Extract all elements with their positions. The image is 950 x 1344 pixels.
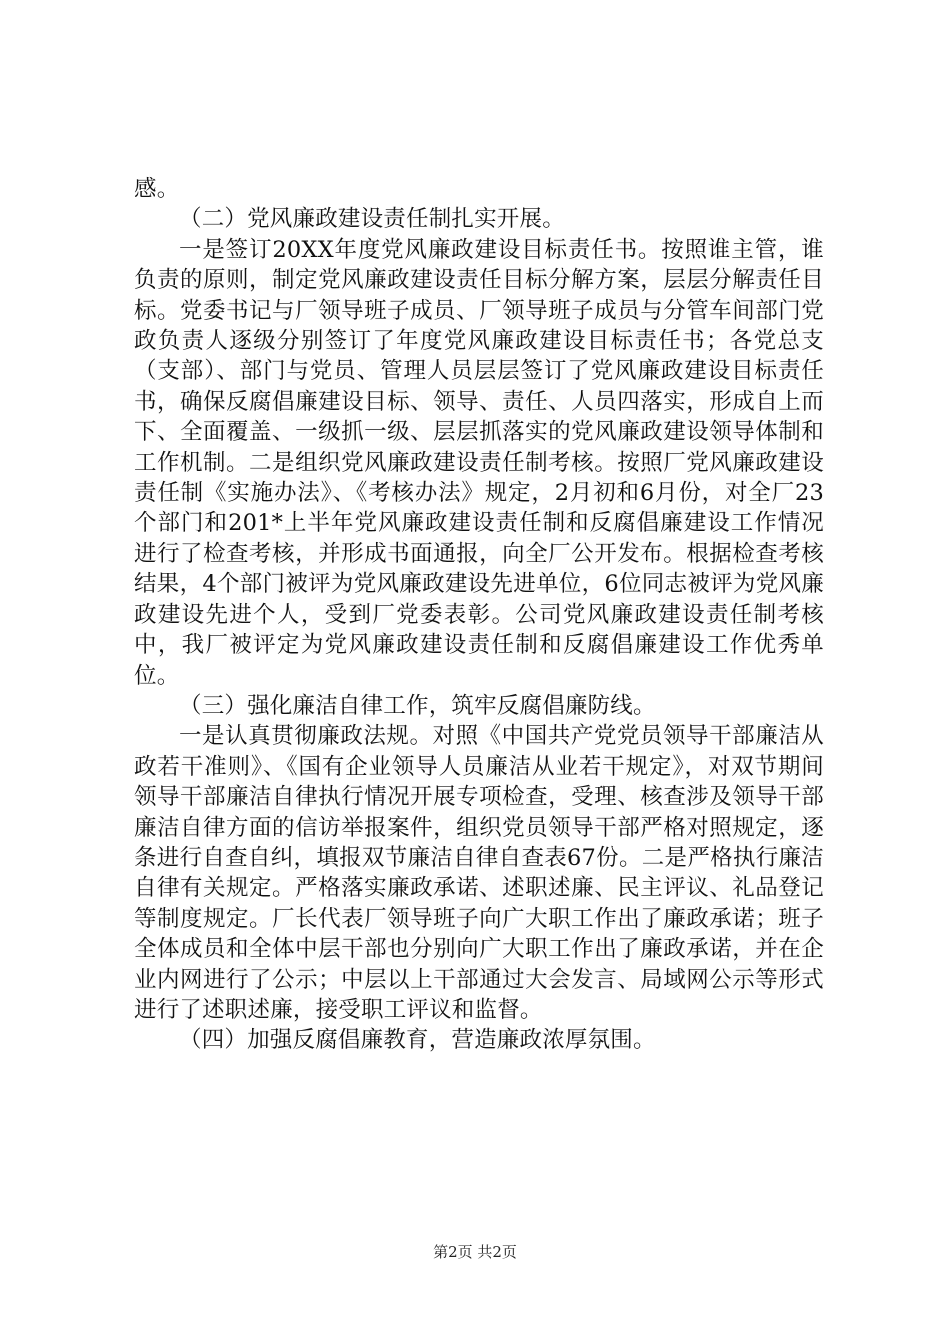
- section-heading-2: （二）党风廉政建设责任制扎实开展。: [179, 206, 565, 233]
- section-heading-3: （三）强化廉洁自律工作，筑牢反腐倡廉防线。: [179, 692, 656, 719]
- paragraph-self-discipline: 一是认真贯彻廉政法规。对照《中国共产党党员领导干部廉洁从政若干准则》、《国有企业领导人员廉洁从业若干规定》，对双节期间领导干部廉洁自律执行情况开展专项检查，受理、核查涉及领导干部廉洁自律方面的信访举报案件，组织党员领导干部严格对照规定，逐条进行自查自纠，填报双节廉洁自律自查表67份。二是严格执行廉洁自律有关规定。严格落实廉政承诺、述职述廉、民主评议、礼品登记等制度规定。厂长代表厂领导班子向广大职工作出了廉政承诺；班子全体成员和全体中层干部也分别向广大职工作出了廉政承诺，并在企业内网进行了公示；中层以上干部通过大会发言、局域网公示等形式进行了述职述廉，接受职工评议和监督。: [134, 723, 824, 1023]
- paragraph-continuation: 感。: [134, 176, 180, 202]
- page-footer: [0, 1242, 950, 1262]
- section-heading-4: （四）加强反腐倡廉教育，营造廉政浓厚氛围。: [179, 1027, 656, 1054]
- page-number-label: 第2页 共2页: [433, 1243, 517, 1261]
- document-body: [134, 174, 824, 1056]
- paragraph-responsibility: 一是签订20XX年度党风廉政建设目标责任书。按照谁主管，谁负责的原则，制定党风廉政建设责任目标分解方案，层层分解责任目标。党委书记与厂领导班子成员、厂领导班子成员与分管车间部门党政负责人逐级分别签订了年度党风廉政建设目标责任书；各党总支（支部）、部门与党员、管理人员层层签订了党风廉政建设目标责任书，确保反腐倡廉建设目标、领导、责任、人员四落实，形成自上而下、全面覆盖、一级抓一级、层层抓落实的党风廉政建设领导体制和工作机制。二是组织党风廉政建设责任制考核。按照厂党风廉政建设责任制《实施办法》、《考核办法》规定，2月初和6月份，对全厂23个部门和201*上半年党风廉政建设责任制和反腐倡廉建设工作情况进行了检查考核，并形成书面通报，向全厂公开发布。根据检查考核结果，4个部门被评为党风廉政建设先进单位，6位同志被评为党风廉政建设先进个人，受到厂党委表彰。公司党风廉政建设责任制考核中，我厂被评定为党风廉政建设责任制和反腐倡廉建设工作优秀单位。: [134, 236, 824, 689]
